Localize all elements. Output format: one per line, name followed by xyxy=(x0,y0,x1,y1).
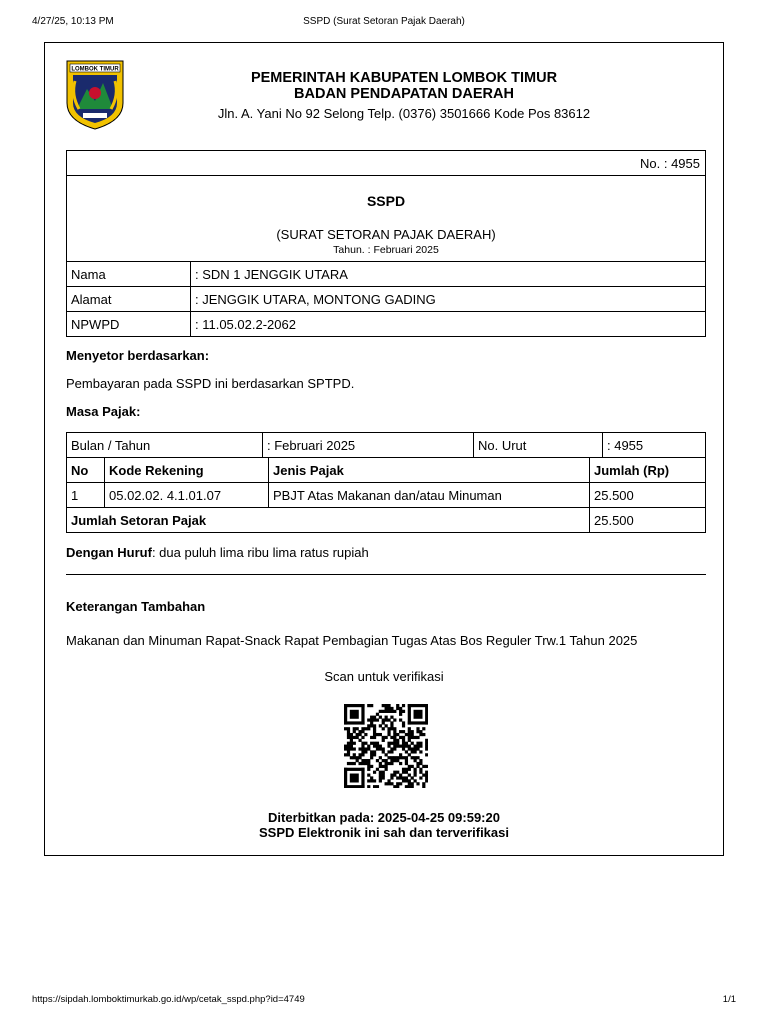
row-tax-type: PBJT Atas Makanan dan/atau Minuman xyxy=(269,483,590,508)
print-date: 4/27/25, 10:13 PM xyxy=(32,16,114,27)
notes-text: Makanan dan Minuman Rapat-Snack Rapat Pembagian Tugas Atas Bos Reguler Trw.1 Tahun 2025 xyxy=(66,633,638,648)
taxpayer-npwpd-label: NPWPD xyxy=(67,312,191,337)
table-header-row xyxy=(67,458,706,483)
table-row xyxy=(67,433,706,458)
taxpayer-npwpd-value: : 11.05.02.2-2062 xyxy=(191,312,706,337)
verification-qr-code[interactable] xyxy=(344,704,428,788)
document-title: SSPD xyxy=(366,193,406,209)
print-header xyxy=(32,16,736,30)
month-value: : Februari 2025 xyxy=(263,433,474,458)
total-label: Jumlah Setoran Pajak xyxy=(67,508,590,533)
tax-items-table xyxy=(66,457,706,533)
print-footer xyxy=(32,994,736,1008)
taxpayer-address-value: : JENGGIK UTARA, MONTONG GADING xyxy=(191,287,706,312)
table-row xyxy=(67,312,706,337)
document-number-box xyxy=(66,150,706,176)
divider xyxy=(66,574,706,575)
issuance-block xyxy=(45,810,723,840)
in-words-text: : dua puluh lima ribu lima ratus rupiah xyxy=(151,545,369,560)
period-table xyxy=(66,432,706,458)
table-row xyxy=(67,483,706,508)
column-header-tax-type: Jenis Pajak xyxy=(269,458,590,483)
month-label: Bulan / Tahun xyxy=(67,433,263,458)
total-row xyxy=(67,508,706,533)
period-heading: Masa Pajak: xyxy=(66,404,141,419)
print-page-number: 1/1 xyxy=(722,994,736,1005)
sspd-document xyxy=(44,42,724,856)
basis-heading: Menyetor berdasarkan: xyxy=(66,348,210,363)
taxpayer-address-label: Alamat xyxy=(67,287,191,312)
notes-heading: Keterangan Tambahan xyxy=(66,599,206,614)
letterhead xyxy=(45,70,723,124)
row-no: 1 xyxy=(67,483,105,508)
print-page-title: SSPD (Surat Setoran Pajak Daerah) xyxy=(303,16,465,27)
taxpayer-table xyxy=(66,261,706,337)
print-url: https://sipdah.lomboktimurkab.go.id/wp/cetak_sspd.php?id=4749 xyxy=(32,994,305,1005)
basis-text: Pembayaran pada SSPD ini berdasarkan SPTPD. xyxy=(66,376,355,391)
validity-statement: SSPD Elektronik ini sah dan terverifikasi xyxy=(259,825,509,840)
government-name: PEMERINTAH KABUPATEN LOMBOK TIMUR xyxy=(250,70,558,86)
column-header-no: No xyxy=(67,458,105,483)
in-words-label: Dengan Huruf xyxy=(66,545,152,560)
document-number: No. : 4955 xyxy=(640,156,700,171)
total-value: 25.500 xyxy=(590,508,706,533)
agency-name: BADAN PENDAPATAN DAERAH xyxy=(294,86,514,102)
table-row xyxy=(67,287,706,312)
amount-in-words xyxy=(66,545,369,560)
logo-label: LOMBOK TIMUR xyxy=(71,66,119,73)
document-subtitle: (SURAT SETORAN PAJAK DAERAH) xyxy=(276,227,496,242)
table-row xyxy=(67,262,706,287)
document-title-box xyxy=(66,175,706,262)
issued-timestamp: Diterbitkan pada: 2025-04-25 09:59:20 xyxy=(268,810,500,825)
sequence-value: : 4955 xyxy=(603,433,706,458)
document-year: Tahun. : Februari 2025 xyxy=(333,244,439,256)
row-amount: 25.500 xyxy=(590,483,706,508)
scan-instruction: Scan untuk verifikasi xyxy=(324,669,444,684)
sequence-label: No. Urut xyxy=(474,433,603,458)
column-header-amount: Jumlah (Rp) xyxy=(590,458,706,483)
row-account-code: 05.02.02. 4.1.01.07 xyxy=(105,483,269,508)
column-header-account-code: Kode Rekening xyxy=(105,458,269,483)
agency-address: Jln. A. Yani No 92 Selong Telp. (0376) 3501666 Kode Pos 83612 xyxy=(217,106,591,121)
taxpayer-name-value: : SDN 1 JENGGIK UTARA xyxy=(191,262,706,287)
taxpayer-name-label: Nama xyxy=(67,262,191,287)
